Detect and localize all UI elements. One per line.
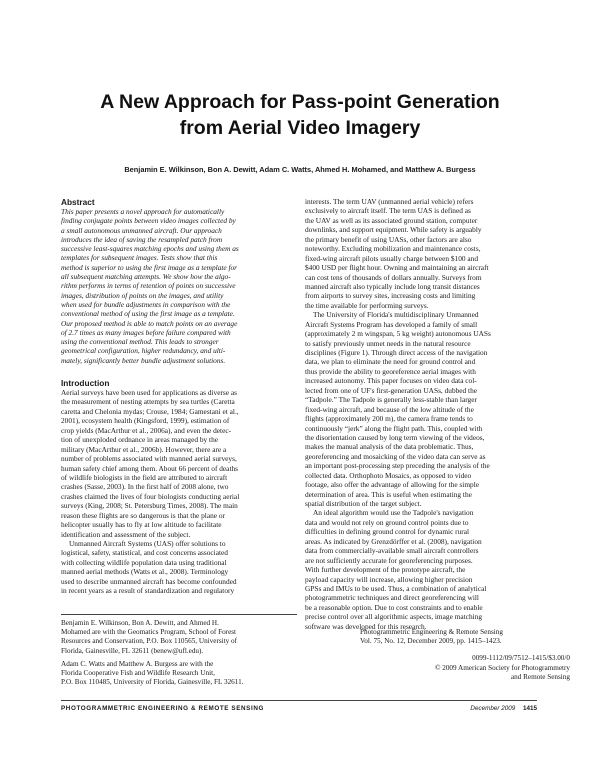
text-line: data and would not rely on ground control points due to [305,517,469,527]
text-line: rithm performs in terms of retention of points on successive [61,281,236,291]
text-line: to satisfy previously unmet needs in the natural resource [305,338,471,348]
text-line: $400 USD per flight hour. Owning and maintaining an aircraft [305,263,489,273]
text-line: geometrical configuration, higher redundancy, and ulti- [61,346,226,356]
text-line: determination of area. This is useful when estimating the [305,489,472,499]
left-column [61,197,297,596]
footer-journal-name: PHOTOGRAMMETRIC ENGINEERING & REMOTE SENSING [61,705,264,712]
text-line: spatial distribution of the target subject. [305,499,422,508]
text-line: footage, also offer the advantage of allowing for the simple [305,480,480,490]
text-line: flights (approximately 200 m), the camera frame tends to [305,414,473,424]
text-line: crashes claimed the lives of four biologists conducting aerial [61,491,240,501]
text-line: be a reasonable option. Due to cost constraints and to enable [305,602,483,612]
text-line: Aircraft Systems Program has developed a family of small [305,319,478,329]
text-line: Adam C. Watts and Matthew A. Burgess are with the [61,659,214,668]
text-line: collected data. Orthophoto Mosaics, as opposed to video [305,470,472,480]
text-line: Unmanned Aircraft Systems (UAS) offer solutions to [69,539,226,549]
text-line: Florida, Gainesville, FL 32611 (benew@ufl.edu). [61,646,204,655]
text-line: fixed-wing aircraft, and because of the low altitude of the [305,404,474,414]
text-line: payload capacity will increase, allowing higher precision [305,574,473,584]
text-line: interests. The term UAV (unmanned aerial vehicle) refers [305,197,474,206]
text-line: Aerial surveys have been used for applications as diverse as [61,388,237,398]
text-line: continuously “jerk” along the flight path. This, coupled with [305,423,483,433]
text-line: logistical, safety, statistical, and cost concerns associated [61,548,228,558]
abstract-body [61,207,297,365]
text-line: An ideal algorithm would use the Tadpole's navigation [313,508,474,518]
text-line: the UAV as well as its associated ground station, computer [305,215,478,225]
text-line: precise control over all algorithmic aspects, image matching [305,612,483,622]
text-line: noteworthy. Excluding mobilization and maintenance costs, [305,244,481,254]
text-line: of wildlife biologists in the field are attributed to aircraft [61,472,228,482]
text-line: difficulties in defining ground control for dynamic rural [305,527,470,537]
text-line: conventional method of using the first image as a template. [61,309,235,319]
text-line: Florida Cooperative Fish and Wildlife Research Unit, [61,668,215,677]
text-line: photogrammetric techniques and direct georeferencing will [305,593,479,603]
text-line: This paper presents a novel approach for automatically [61,207,225,216]
publication-info [360,628,570,682]
right-column-body [305,197,541,631]
text-line: images, distribution of points on the images, and utility [61,290,224,300]
text-line: georeferencing and mosaicking of the video data can serve as [305,451,486,461]
text-line: manned aerial methods (Watts et al., 2008). Terminology [61,567,229,577]
footer-date: December 2009 [470,705,516,712]
text-line: “Tadpole.” The Tadpole is generally less-stable than larger [305,395,477,405]
text-line: human safety chief among them. About 66 percent of deaths [61,463,239,473]
text-line: used to describe unmanned aircraft has become confounded [61,576,237,586]
text-line: using the conventional method. This leads to stronger [61,337,219,347]
introduction-body [61,388,297,596]
text-line: © 2009 American Society for Photogrammetry [434,663,570,672]
affiliation-paragraph-2 [61,660,311,688]
affiliation-paragraph-1 [61,619,311,656]
text-line: P.O. Box 110485, University of Florida, Gainesville, FL 32611. [61,678,244,687]
text-line: 2001), ecosystem health (Kingsford, 1999), estimation of [61,416,230,426]
text-line: fixed-wing aircraft pilots usually charge between $100 and [305,253,478,263]
text-line: reason these flights are so dangerous is that the plane or [61,510,225,520]
journal-citation [360,628,570,646]
text-line: (approximately 2 m wingspan, 5 kg weight) autonomous UASs [305,329,491,339]
footnote-rule [61,614,297,615]
text-line: templates for subsequent images. Tests show that this [61,253,218,263]
text-line: Vol. 75, No. 12, December 2009, pp. 1415–1423. [360,637,502,646]
text-line: disciplines (Figure 1). Through direct access of the navigation [305,348,488,357]
text-line: crashes (Sasse, 2003). In the first half of 2008 alone, two [61,482,229,492]
text-line: makes the manual analysis of the data problematic. Thus, [305,442,474,452]
text-line: 0099-1112/09/7512–1415/$3.00/0 [472,654,570,663]
footer-page-info [470,705,537,712]
text-line: method is superior to using the first image as a template for [61,262,238,272]
introduction-heading: Introduction [61,378,110,389]
text-line: helicopter usually has to fly at low altitude to facilitate [61,520,222,530]
text-line: when used for bundle adjustments in comparison with the [61,299,231,309]
text-line: a small autonomous unmanned aircraft. Our approach [61,225,222,235]
text-line: lected from one of UF's first-generation UASs, dubbed the [305,385,478,395]
text-line: manned aircraft also typically include long transit distances [305,281,480,291]
text-line: of 2.7 times as many images before failure compared with [61,327,231,337]
text-line: Benjamin E. Wilkinson, Bon A. Dewitt, and Ahmed H. [61,619,219,627]
text-line: downlinks, and support equipment. While safety is arguably [305,225,482,235]
footer-rule [61,700,537,701]
text-line: data from commercially-available small aircraft controllers [305,546,479,556]
text-line: the disorientation caused by long term viewing of the videos, [305,432,485,442]
text-line: thus provide the ability to georeference aerial images with [305,366,476,376]
text-line: Our proposed method is able to match points on an average [61,318,238,328]
right-column [305,197,541,631]
text-line: the primary benefit of using UASs, other factors are also [305,234,472,244]
text-line: tion of unexploded ordnance in areas managed by the [61,435,219,445]
text-line: all subsequent matching attempts. We show how the algo- [61,272,231,282]
text-line: and Remote Sensing [510,672,570,681]
text-line: Photogrammetric Engineering & Remote Sensing [360,628,503,636]
text-line: exclusively to aircraft itself. The term UAS is defined as [305,206,471,216]
text-line: The University of Florida's multidisciplinary Unmanned [313,310,479,320]
text-line: can cost tens of thousands of dollars annually. Surveys from [305,272,482,282]
text-line: mately, significantly better bundle adjustment solutions. [61,355,226,365]
text-line: Resources and Conservation, P.O. Box 110565, University of [61,637,238,646]
text-line: finding conjugate points between video images collected by [61,216,236,226]
text-line: in recent years as a result of standardization and regulatory [61,586,235,596]
text-line: an important post-processing step preceding the analysis of the [305,461,490,471]
text-line: are not sufficiently accurate for georeferencing purposes. [305,555,473,565]
copyright-notice [360,654,570,682]
text-line: military (MacArthur et al., 2006b). However, there are a [61,444,227,454]
text-line: Mohamed are with the Geomatics Program, School of Forest [61,628,237,637]
text-line: with collecting wildlife population data using traditional [61,557,227,567]
text-line: increased autonomy. This paper focuses on video data col- [305,376,477,386]
text-line: With further development of the prototype aircraft, the [305,565,466,575]
text-line: the time available for performing surveys. [305,300,429,310]
text-line: crop yields (MacArthur et al., 2006a), and even the detec- [61,425,232,435]
text-line: areas. As indicated by Grenzdörffer et al. (2008), navigation [305,536,482,546]
page-number: 1415 [522,705,537,712]
title-line-2: from Aerial Video Imagery [179,117,421,139]
title-line-1: A New Approach for Pass-point Generation [100,91,500,113]
text-line: caretta and Chelonia mydas; Crouse, 1984; Gamestani et al., [61,406,239,416]
text-line: data, we plan to eliminate the need for ground control and [305,357,476,367]
text-line: software was developed for this research. [305,621,427,631]
author-affiliation-footnote [61,619,311,687]
text-line: surveys (King, 2008; St. Petersburg Times, 2008). The main [61,501,238,511]
paper-title [40,89,560,141]
text-line: introduces the idea of saving the resampled patch from [61,234,223,244]
text-line: successive least-squares matching epochs and using them as [61,244,239,254]
text-line: the measurement of nesting attempts by sea turtles (Caretta [61,397,235,407]
text-line: from airports to survey sites, increasing costs and limiting [305,291,476,301]
text-line: number of problems associated with manned aerial surveys, [61,454,237,464]
text-line: GPSs and IMUs to be used. Thus, a combination of analytical [305,583,487,593]
text-line: identification and assessment of the subject. [61,529,191,539]
author-list: Benjamin E. Wilkinson, Bon A. Dewitt, Adam C. Watts, Ahmed H. Mohamed, and Matthew A. Burgess [124,165,476,174]
abstract-heading: Abstract [61,197,95,207]
